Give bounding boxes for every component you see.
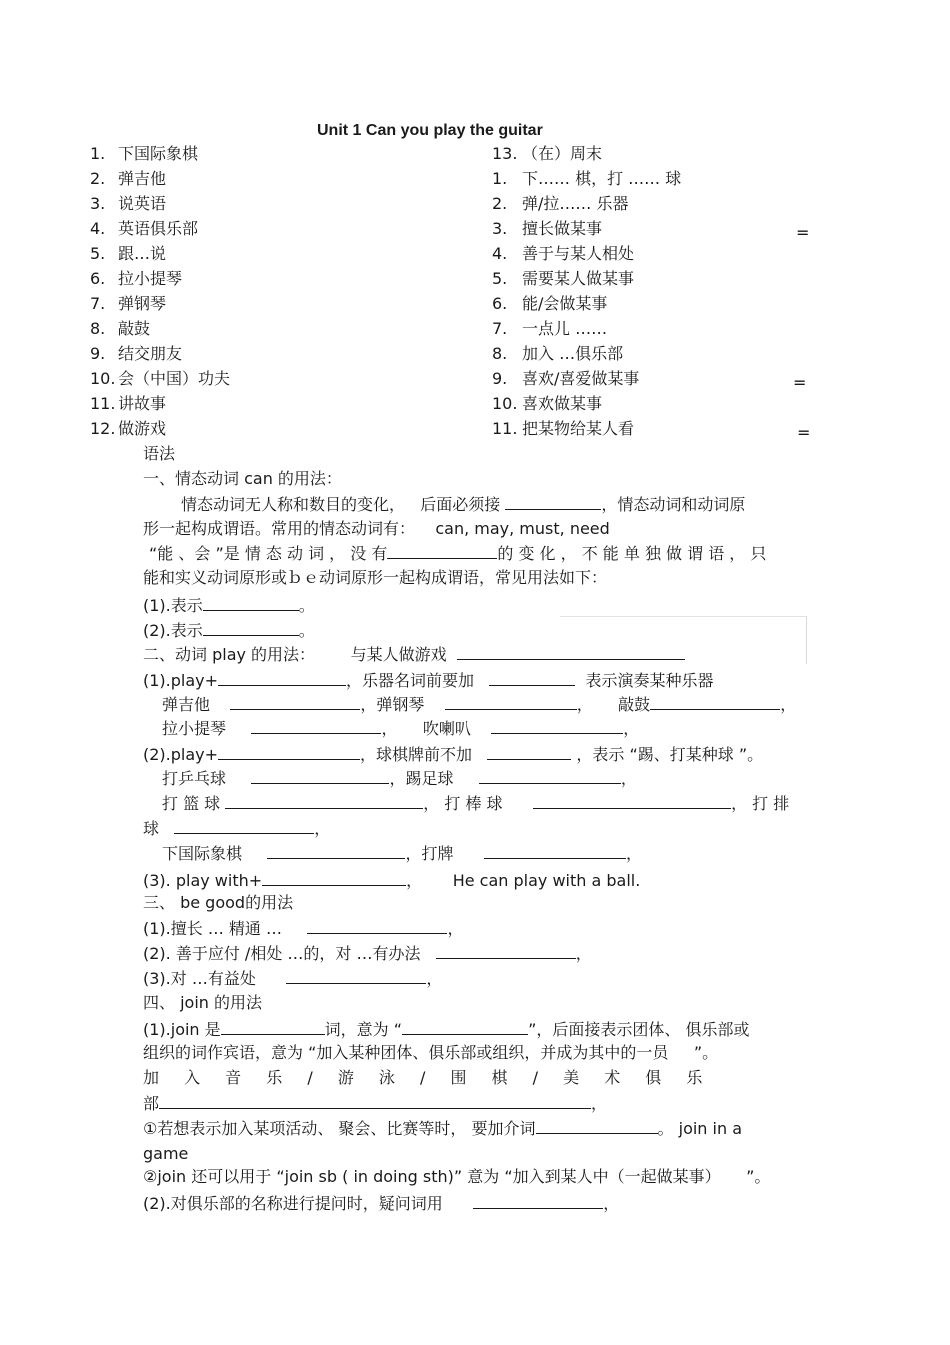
list-item-text: 善于与某人相处 (522, 244, 635, 263)
list-item (492, 169, 681, 189)
list-item-number: 10. (492, 394, 518, 413)
paragraph-line: 加 入 音 乐 / 游 泳 / 围 棋 / 美 术 俱 乐 (143, 1068, 713, 1087)
section-heading: 语法 (143, 444, 176, 463)
fill-item: (2).表示 。 (143, 621, 315, 640)
list-item-text: 弹吉他 (118, 169, 167, 188)
paragraph-line: 组织的词作宾语，意为 “加入某种团体、俱乐部或组织，并成为其中的一员 ”。 (143, 1043, 719, 1062)
blank-line[interactable] (218, 670, 346, 686)
list-item-text: 能/会做某事 (522, 294, 608, 313)
blank-line[interactable] (267, 843, 405, 859)
blank-line[interactable] (307, 918, 447, 934)
fill-item: (2).play+ ，球棋牌前不加 ，表示 “踢、打某种球 ”。 (143, 745, 764, 764)
list-item (492, 269, 634, 289)
paragraph-line: game (143, 1144, 189, 1163)
list-item (90, 244, 166, 264)
list-item (90, 319, 150, 339)
section-title: 三、 be good的用法 (143, 893, 294, 912)
list-item (492, 294, 607, 314)
fill-item: 部 ， (143, 1094, 608, 1113)
list-item (492, 244, 634, 264)
list-item (90, 269, 182, 289)
list-item-number: 10. (90, 369, 116, 388)
blank-line[interactable] (218, 744, 360, 760)
list-item-text: 需要某人做某事 (522, 269, 635, 288)
fill-item: ①若想表示加入某项活动、 聚会、比赛等时， 要加介词 。 join in a (143, 1119, 743, 1138)
blank-line[interactable] (387, 543, 497, 559)
list-item (90, 344, 182, 364)
blank-line[interactable] (262, 870, 406, 886)
fill-item: (2). 善于应付 /相处 …的，对 …有办法 ， (143, 944, 592, 963)
blank-line[interactable] (174, 818, 314, 834)
list-item-number: 3. (492, 219, 508, 238)
list-item-text: 会（中国）功夫 (118, 369, 231, 388)
list-item-number: 9. (90, 344, 106, 363)
blank-line[interactable] (251, 718, 381, 734)
list-item (90, 419, 166, 439)
list-item-number: 11. (492, 419, 518, 438)
list-item (492, 394, 602, 414)
section-title: 二、动词 play 的用法： 与某人做游戏 (143, 644, 685, 665)
blank-line[interactable] (491, 718, 623, 734)
list-item (492, 194, 628, 214)
list-item (492, 344, 623, 364)
list-item (90, 219, 198, 239)
blank-line[interactable] (436, 943, 576, 959)
list-item-text: 喜欢做某事 (522, 394, 603, 413)
list-item (90, 169, 166, 189)
list-item-number: 2. (492, 194, 508, 213)
blank-line[interactable] (533, 793, 731, 809)
list-item-number: 7. (492, 319, 508, 338)
list-item-text: 弹/拉…… 乐器 (522, 194, 629, 213)
fill-item: (1).表示 。 (143, 596, 315, 615)
fill-item: 打 篮 球 ， 打 棒 球 ， 打 排 (162, 794, 790, 813)
blank-line[interactable] (457, 644, 685, 660)
blank-line[interactable] (489, 670, 575, 686)
blank-line[interactable] (402, 1019, 528, 1035)
list-item-number: 4. (492, 244, 508, 263)
list-item-number: 3. (90, 194, 106, 213)
list-item-number: 5. (90, 244, 106, 263)
list-item-text: （在）周末 (522, 144, 603, 163)
list-item (90, 194, 166, 214)
list-item-number: 13. (492, 144, 518, 163)
divider (806, 616, 807, 664)
list-item-number: 8. (90, 319, 106, 338)
blank-line[interactable] (445, 694, 577, 710)
list-item (492, 219, 602, 239)
list-item-number: 9. (492, 369, 508, 388)
list-item-text: 一点儿 …… (522, 319, 608, 338)
blank-line[interactable] (473, 1193, 603, 1209)
list-item-number: 11. (90, 394, 116, 413)
blank-line[interactable] (487, 744, 571, 760)
list-item-text: 做游戏 (118, 419, 167, 438)
blank-line[interactable] (536, 1118, 658, 1134)
list-item-text: 擅长做某事 (522, 219, 603, 238)
list-item-text: 把某物给某人看 (522, 419, 635, 438)
section-title: 四、 join 的用法 (143, 993, 262, 1012)
paragraph-line: 形一起构成谓语。常用的情态动词有： can, may, must, need (143, 519, 610, 538)
blank-line[interactable] (505, 494, 601, 510)
list-item-text: 下国际象棋 (118, 144, 199, 163)
list-item-number: 6. (492, 294, 508, 313)
blank-line[interactable] (251, 768, 389, 784)
blank-line[interactable] (203, 620, 299, 636)
blank-line[interactable] (225, 793, 423, 809)
paragraph-line: 能和实义动词原形或ｂｅ动词原形一起构成谓语，常见用法如下： (143, 568, 608, 587)
list-item-number: 4. (90, 219, 106, 238)
list-item-number: 8. (492, 344, 508, 363)
equals-sign: = (796, 223, 810, 242)
list-item-number: 1. (492, 169, 508, 188)
fill-item: (3).对 …有益处 ， (143, 969, 443, 988)
blank-line[interactable] (230, 694, 360, 710)
list-item (90, 394, 166, 414)
divider (560, 616, 806, 617)
blank-line[interactable] (159, 1093, 591, 1109)
list-item-text: 讲故事 (118, 394, 167, 413)
paragraph-line: “能 、会 ”是 情 态 动 词 ， 没 有 的 变 化 ， 不 能 单 独 做 谓 语 ， 只 (149, 544, 767, 563)
blank-line[interactable] (286, 968, 426, 984)
list-item-number: 6. (90, 269, 106, 288)
blank-line[interactable] (650, 694, 780, 710)
fill-item: 打乒乓球 ，踢足球 ， (162, 769, 637, 788)
list-item-text: 结交朋友 (118, 344, 183, 363)
section-title: 一、情态动词 can 的用法： (143, 469, 342, 488)
fill-item: 球 ， (143, 819, 331, 838)
list-item-text: 喜欢/喜爱做某事 (522, 369, 640, 388)
fill-item: (2).对俱乐部的名称进行提问时，疑问词用 ， (143, 1194, 620, 1213)
list-item-text: 下…… 棋，打 …… 球 (522, 169, 682, 188)
list-item (492, 144, 602, 164)
list-item-text: 说英语 (118, 194, 167, 213)
list-item-text: 拉小提琴 (118, 269, 183, 288)
blank-line[interactable] (221, 1019, 325, 1035)
list-item (90, 144, 198, 164)
fill-item: (1).join 是 词，意为 “ ”，后面接表示团体、 俱乐部或 (143, 1020, 750, 1039)
list-item (492, 319, 607, 339)
list-item-text: 英语俱乐部 (118, 219, 199, 238)
list-item-text: 弹钢琴 (118, 294, 167, 313)
list-item-number: 1. (90, 144, 106, 163)
blank-line[interactable] (203, 595, 299, 611)
paragraph-line: 情态动词无人称和数目的变化， 后面必须接 ，情态动词和动词原 (181, 495, 746, 514)
list-item (90, 294, 166, 314)
fill-item: 弹吉他 ，弹钢琴 ， 敲鼓 ， (162, 695, 797, 714)
list-item-number: 2. (90, 169, 106, 188)
fill-item: 下国际象棋 ，打牌 ， (162, 844, 642, 863)
fill-item: (1).擅长 … 精通 … ， (143, 919, 464, 938)
page-title: Unit 1 Can you play the guitar (317, 122, 543, 139)
fill-item: 拉小提琴 ， 吹喇叭 ， (162, 719, 640, 738)
equals-sign: = (797, 423, 811, 442)
list-item (492, 419, 634, 439)
list-item (90, 369, 230, 389)
paragraph-line: ②join 还可以用于 “join sb ( in doing sth)” 意为 “加入到某人中（一起做某事） ”。 (143, 1167, 771, 1186)
list-item-number: 7. (90, 294, 106, 313)
list-item-text: 跟…说 (118, 244, 167, 263)
list-item-text: 加入 …俱乐部 (522, 344, 624, 363)
fill-item: (1).play+ ，乐器名词前要加 表示演奏某种乐器 (143, 671, 714, 690)
list-item-number: 5. (492, 269, 508, 288)
blank-line[interactable] (484, 843, 626, 859)
list-item (492, 369, 639, 389)
list-item-text: 敲鼓 (118, 319, 151, 338)
fill-item: (3). play with+ ， He can play with a ball. (143, 871, 641, 890)
equals-sign: = (793, 373, 807, 392)
list-item-number: 12. (90, 419, 116, 438)
blank-line[interactable] (479, 768, 621, 784)
